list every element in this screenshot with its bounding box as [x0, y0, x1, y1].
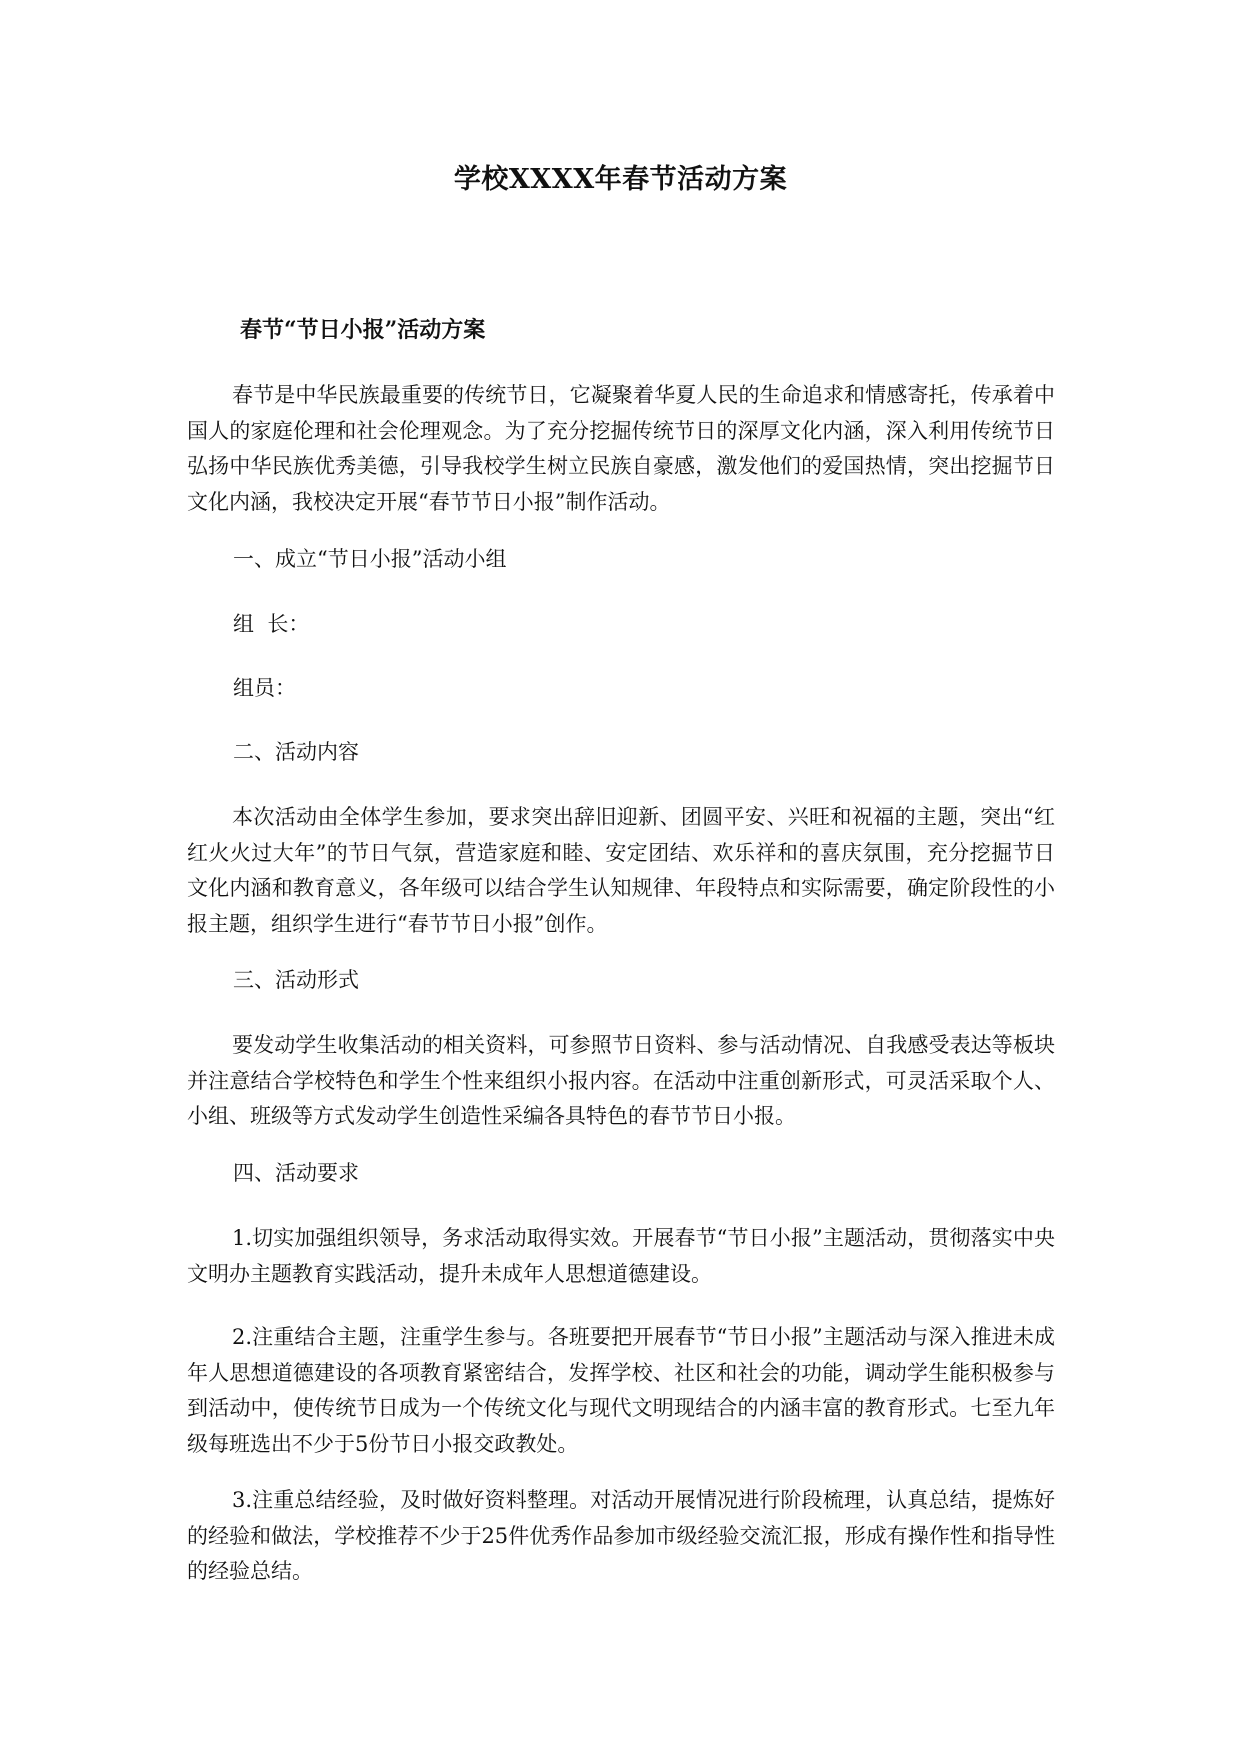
intro-paragraph: 春节是中华民族最重要的传统节日，它凝聚着华夏人民的生命追求和情感寄托，传承着中国人的家庭伦理和社会伦理观念。为了充分挖掘传统节日的深厚文化内涵，深入利用传统节日弘扬中华民族优秀美德，引导我校学生树立民族自豪感，激发他们的爱国热情，突出挖掘节日文化内涵，我校决定开展“春节节日小报”制作活动。: [187, 383, 1055, 514]
requirement-3: 3.注重总结经验，及时做好资料整理。对活动开展情况进行阶段梳理，认真总结，提炼好的经验和做法，学校推荐不少于25件优秀作品参加市级经验交流汇报，形成有操作性和指导性的经验总结。: [187, 1488, 1055, 1583]
section3-body: 要发动学生收集活动的相关资料，可参照节日资料、参与活动情况、自我感受表达等板块并注意结合学校特色和学生个性来组织小报内容。在活动中注重创新形式，可灵活采取个人、小组、班级等方式发动学生创造性采编各具特色的春节节日小报。: [187, 1033, 1055, 1128]
document-subtitle: 春节“节日小报”活动方案: [240, 317, 486, 343]
section3-heading: 三、活动形式: [233, 968, 359, 992]
group-leader-line: 组 长：: [233, 612, 310, 636]
document-title: 学校XXXX年春节活动方案: [453, 164, 788, 195]
section1-heading: 一、成立“节日小报”活动小组: [233, 547, 507, 571]
requirement-1: 1.切实加强组织领导，务求活动取得实效。开展春节“节日小报”主题活动，贯彻落实中央文明办主题教育实践活动，提升未成年人思想道德建设。: [187, 1226, 1055, 1286]
group-members-line: 组员：: [233, 676, 296, 700]
section2-body: 本次活动由全体学生参加，要求突出辞旧迎新、团圆平安、兴旺和祝福的主题，突出“红红火火过大年”的节日气氛，营造家庭和睦、安定团结、欢乐祥和的喜庆氛围，充分挖掘节日文化内涵和教育意义，各年级可以结合学生认知规律、年段特点和实际需要，确定阶段性的小报主题，组织学生进行“春节节日小报”创作。: [187, 805, 1055, 936]
section4-heading: 四、活动要求: [233, 1161, 359, 1185]
requirement-2: 2.注重结合主题，注重学生参与。各班要把开展春节“节日小报”主题活动与深入推进未成年人思想道德建设的各项教育紧密结合，发挥学校、社区和社会的功能，调动学生能积极参与到活动中，使传统节日成为一个传统文化与现代文明现结合的内涵丰富的教育形式。七至九年级每班选出不少于5份节日小报交政教处。: [187, 1325, 1055, 1456]
section2-heading: 二、活动内容: [233, 740, 359, 764]
